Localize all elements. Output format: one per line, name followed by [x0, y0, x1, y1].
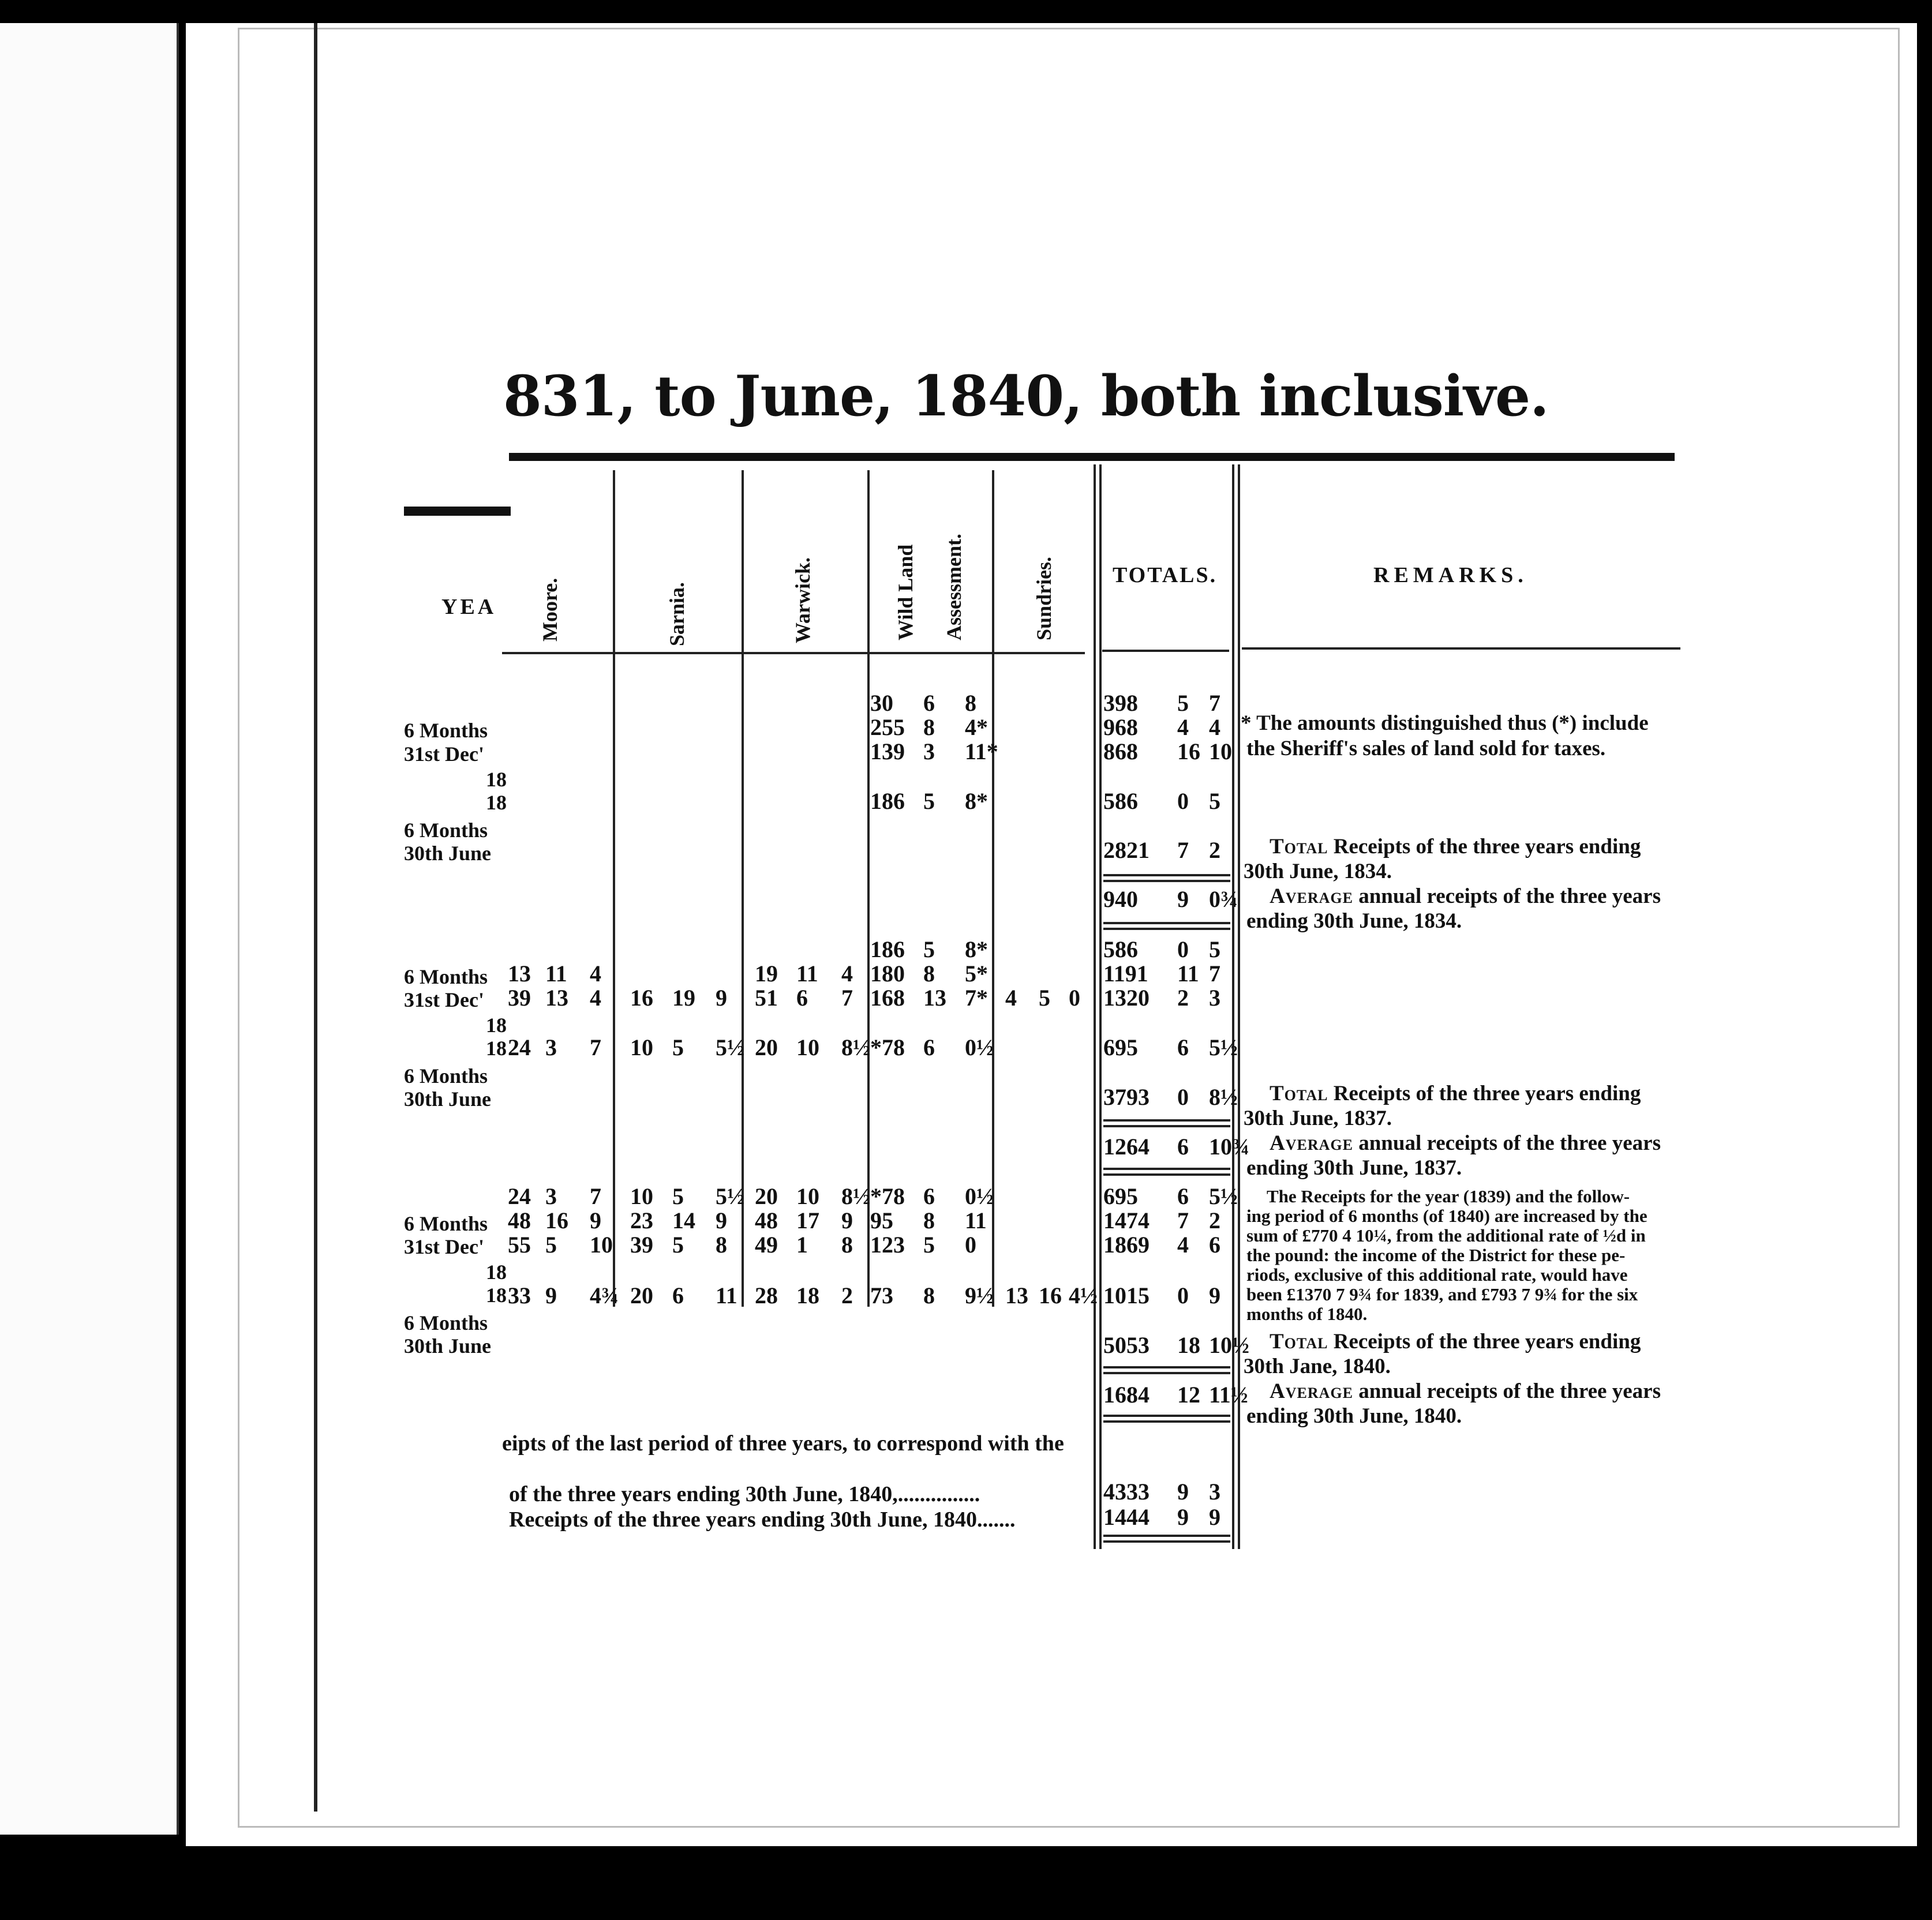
table-cell: 16	[545, 1208, 568, 1233]
page-frame	[238, 28, 1900, 1828]
header-underline	[502, 652, 1085, 654]
year-label: 30th June	[404, 842, 492, 865]
year-label: 30th June	[404, 1334, 492, 1357]
table-cell: 1684	[1103, 1382, 1150, 1408]
table-cell: 8	[841, 1232, 853, 1258]
table-cell: 13	[545, 985, 568, 1011]
footer-line: Receipts of the three years ending 30th June, 1840.......	[509, 1507, 1016, 1532]
table-cell: 6	[672, 1282, 684, 1308]
table-cell: 0¾	[1209, 886, 1238, 912]
table-cell: 6	[1177, 1034, 1189, 1060]
year-label: 6 Months	[404, 1212, 488, 1235]
table-cell: 18	[796, 1282, 819, 1308]
table-cell: 1264	[1103, 1134, 1150, 1160]
table-cell: 13	[508, 961, 531, 987]
table-cell: 10¾	[1209, 1134, 1249, 1160]
table-cell: 940	[1103, 886, 1138, 912]
remark-average-1-date: ending 30th June, 1834.	[1246, 909, 1462, 933]
table-cell: 2	[1209, 1208, 1220, 1233]
table-cell: 24	[508, 1034, 531, 1060]
table-cell: 180	[870, 961, 905, 987]
table-cell: 8*	[965, 936, 988, 962]
table-cell: 16	[1177, 738, 1200, 764]
remark-total-3-date: 30th Jane, 1840.	[1244, 1355, 1391, 1378]
remark-note-line: * The amounts distinguished thus (*) include	[1241, 711, 1649, 735]
remark-average-3-date: ending 30th June, 1840.	[1246, 1404, 1462, 1428]
moore-header: Moore.	[538, 578, 561, 642]
table-cell: 2821	[1103, 837, 1150, 863]
year-label: 18	[486, 1037, 507, 1060]
table-cell: 17	[796, 1208, 819, 1233]
remark-average-2-date: ending 30th June, 1837.	[1246, 1156, 1462, 1180]
document-page	[186, 23, 1917, 1846]
table-cell: *78	[870, 1183, 905, 1209]
table-cell: 0	[965, 1232, 976, 1258]
table-cell: *78	[870, 1034, 905, 1060]
year-label: 6 Months	[404, 1064, 488, 1088]
table-cell: 3	[545, 1183, 557, 1209]
table-cell: 2	[1209, 837, 1220, 863]
table-cell: 9	[716, 985, 727, 1011]
remark-average-1: Average annual receipts of the three years	[1270, 884, 1661, 908]
table-cell: 7	[1177, 837, 1189, 863]
table-cell: 4	[590, 961, 601, 987]
remarks-header: REMARKS.	[1373, 563, 1528, 587]
table-cell: 2	[841, 1282, 853, 1308]
table-cell: 3	[1209, 1479, 1220, 1505]
table-cell: 186	[870, 788, 905, 814]
table-cell: 24	[508, 1183, 531, 1209]
column-divider	[613, 470, 615, 1307]
table-cell: 4½	[1069, 1282, 1098, 1308]
sum-rule	[1103, 1366, 1230, 1374]
sum-rule	[1103, 874, 1230, 882]
table-cell: 6	[796, 985, 808, 1011]
table-cell: 1191	[1103, 961, 1148, 987]
table-cell: 3793	[1103, 1084, 1150, 1110]
remark-total-2-date: 30th June, 1837.	[1244, 1107, 1392, 1130]
table-cell: 8*	[965, 788, 988, 814]
table-cell: 7	[1177, 1208, 1189, 1233]
title-rule	[509, 453, 1675, 461]
table-cell: 20	[755, 1034, 778, 1060]
table-cell: 968	[1103, 714, 1138, 740]
table-cell: 7	[1209, 961, 1220, 987]
table-cell: 8	[923, 1208, 935, 1233]
table-cell: 10	[630, 1183, 653, 1209]
table-cell: 11	[545, 961, 567, 987]
table-cell: 6	[1177, 1134, 1189, 1160]
remark-note-line: the Sheriff's sales of land sold for taxes.	[1246, 737, 1606, 760]
table-cell: 398	[1103, 690, 1138, 716]
table-cell: 2	[1177, 985, 1189, 1011]
table-cell: 8	[965, 690, 976, 716]
table-cell: 4*	[965, 714, 988, 740]
table-cell: 3	[1209, 985, 1220, 1011]
table-cell: 7	[841, 985, 853, 1011]
page-spine	[314, 23, 317, 1812]
table-cell: 7*	[965, 985, 988, 1011]
table-cell: 5*	[965, 961, 988, 987]
sum-rule	[1103, 1119, 1230, 1127]
year-label: 18	[486, 768, 507, 791]
table-cell: 5½	[1209, 1034, 1238, 1060]
table-cell: 5	[923, 936, 935, 962]
table-cell: 9	[1177, 1504, 1189, 1530]
table-cell: 11	[796, 961, 818, 987]
table-cell: 9	[1209, 1504, 1220, 1530]
table-cell: 11½	[1209, 1382, 1248, 1408]
table-cell: 6	[923, 1183, 935, 1209]
sum-rule	[1103, 1415, 1230, 1423]
table-cell: 3	[923, 738, 935, 764]
remark-average-2: Average annual receipts of the three years	[1270, 1131, 1661, 1155]
table-cell: 8	[716, 1232, 727, 1258]
year-label: 18	[486, 1284, 507, 1307]
table-cell: 9	[1209, 1282, 1220, 1308]
table-cell: 9	[841, 1208, 853, 1233]
remark-total-2: Total Receipts of the three years ending	[1270, 1082, 1641, 1105]
year-label: 30th June	[404, 1088, 492, 1111]
table-cell: 28	[755, 1282, 778, 1308]
year-label: 18	[486, 791, 507, 814]
table-cell: 0	[1177, 936, 1189, 962]
table-cell: 3	[545, 1034, 557, 1060]
year-label: 31st Dec'	[404, 742, 484, 766]
footer-line: eipts of the last period of three years, to correspond with the	[502, 1431, 1064, 1456]
table-cell: 18	[1177, 1332, 1200, 1358]
table-cell: 695	[1103, 1034, 1138, 1060]
table-cell: 48	[755, 1208, 778, 1233]
table-cell: 14	[672, 1208, 695, 1233]
table-cell: 5	[923, 788, 935, 814]
table-cell: 19	[755, 961, 778, 987]
table-cell: 73	[870, 1282, 893, 1308]
remark-average-3: Average annual receipts of the three years	[1270, 1379, 1661, 1403]
table-cell: 5	[672, 1183, 684, 1209]
table-cell: 586	[1103, 788, 1138, 814]
remark-note-line: ing period of 6 months (of 1840) are increased by the	[1246, 1206, 1648, 1226]
table-cell: 5½	[1209, 1183, 1238, 1209]
table-cell: 7	[590, 1183, 601, 1209]
year-label: 18	[486, 1014, 507, 1037]
table-cell: 5	[1209, 788, 1220, 814]
left-page	[0, 23, 179, 1835]
table-cell: 9	[545, 1282, 557, 1308]
table-cell: 695	[1103, 1183, 1138, 1209]
table-cell: 1	[796, 1232, 808, 1258]
remark-note-line: the pound: the income of the District for these pe-	[1246, 1245, 1626, 1265]
table-cell: 8	[923, 714, 935, 740]
table-cell: 33	[508, 1282, 531, 1308]
table-cell: 0	[1177, 1282, 1189, 1308]
column-divider	[742, 470, 744, 1307]
table-cell: 1869	[1103, 1232, 1150, 1258]
table-cell: 4	[1177, 714, 1189, 740]
table-cell: 0	[1069, 985, 1080, 1011]
table-cell: 11	[1177, 961, 1199, 987]
table-cell: 9	[590, 1208, 601, 1233]
table-cell: 12	[1177, 1382, 1200, 1408]
table-cell: 4	[1005, 985, 1017, 1011]
table-cell: 0½	[965, 1183, 994, 1209]
table-cell: 7	[1209, 690, 1220, 716]
remark-note-line: been £1370 7 9¾ for 1839, and £793 7 9¾ for the six	[1246, 1284, 1638, 1304]
table-cell: 8½	[1209, 1084, 1238, 1110]
table-cell: 255	[870, 714, 905, 740]
remark-note-line: sum of £770 4 10¼, from the additional rate of ½d in	[1246, 1225, 1646, 1246]
table-cell: 868	[1103, 738, 1138, 764]
table-cell: 139	[870, 738, 905, 764]
year-label: 6 Months	[404, 719, 488, 742]
table-cell: 4	[1209, 714, 1220, 740]
table-cell: 5	[923, 1232, 935, 1258]
remark-total-1-date: 30th June, 1834.	[1244, 860, 1392, 883]
table-cell: 8	[923, 961, 935, 987]
table-cell: 16	[1039, 1282, 1062, 1308]
table-cell: 5	[672, 1034, 684, 1060]
column-divider	[867, 470, 870, 1307]
page-title: 831, to June, 1840, both inclusive.	[503, 363, 1549, 429]
table-cell: 1444	[1103, 1504, 1150, 1530]
year-label: 6 Months	[404, 1311, 488, 1334]
totals-header: TOTALS.	[1113, 563, 1218, 587]
table-cell: 4333	[1103, 1479, 1150, 1505]
table-cell: 1015	[1103, 1282, 1150, 1308]
table-cell: 5½	[716, 1034, 744, 1060]
sum-rule	[1103, 1535, 1230, 1543]
left-rule	[404, 507, 511, 516]
sarnia-header: Sarnia.	[665, 582, 688, 646]
remark-total-1: Total Receipts of the three years ending	[1270, 835, 1641, 858]
remark-note-line: riods, exclusive of this additional rate, would have	[1246, 1265, 1628, 1285]
table-cell: 10	[796, 1034, 819, 1060]
table-cell: 186	[870, 936, 905, 962]
table-cell: 4	[590, 985, 601, 1011]
table-cell: 39	[630, 1232, 653, 1258]
table-cell: 0	[1177, 788, 1189, 814]
table-cell: 5053	[1103, 1332, 1150, 1358]
table-cell: 0	[1177, 1084, 1189, 1110]
table-cell: 11*	[965, 738, 998, 764]
table-cell: 13	[1005, 1282, 1028, 1308]
table-cell: 123	[870, 1232, 905, 1258]
table-cell: 16	[630, 985, 653, 1011]
table-cell: 9½	[965, 1282, 994, 1308]
table-cell: 49	[755, 1232, 778, 1258]
table-cell: 19	[672, 985, 695, 1011]
table-cell: 55	[508, 1232, 531, 1258]
table-cell: 9	[1177, 886, 1189, 912]
table-cell: 8½	[841, 1183, 870, 1209]
table-cell: 4	[841, 961, 853, 987]
table-cell: 9	[1177, 1479, 1189, 1505]
table-cell: 20	[630, 1282, 653, 1308]
year-header: YEA	[441, 595, 497, 619]
table-cell: 4¾	[590, 1282, 619, 1308]
table-cell: 10	[590, 1232, 613, 1258]
table-cell: 1474	[1103, 1208, 1150, 1233]
table-cell: 8½	[841, 1034, 870, 1060]
sum-rule	[1103, 1168, 1230, 1176]
table-cell: 11	[965, 1208, 987, 1233]
table-cell: 13	[923, 985, 946, 1011]
header-underline	[1242, 647, 1680, 650]
table-cell: 30	[870, 690, 893, 716]
table-cell: 6	[923, 1034, 935, 1060]
table-cell: 5	[672, 1232, 684, 1258]
wild-land-header: Wild Land	[894, 544, 917, 640]
table-cell: 1320	[1103, 985, 1150, 1011]
table-cell: 10½	[1209, 1332, 1249, 1358]
table-cell: 5	[1039, 985, 1050, 1011]
table-cell: 5	[1177, 690, 1189, 716]
assessment-header: Assessment.	[942, 534, 965, 640]
remark-note-line: The Receipts for the year (1839) and the follow-	[1267, 1186, 1630, 1206]
warwick-header: Warwick.	[791, 557, 814, 643]
table-cell: 586	[1103, 936, 1138, 962]
sum-rule	[1103, 922, 1230, 930]
year-label: 18	[486, 1261, 507, 1284]
year-label: 6 Months	[404, 965, 488, 988]
table-cell: 6	[1177, 1183, 1189, 1209]
table-cell: 23	[630, 1208, 653, 1233]
table-cell: 6	[1209, 1232, 1220, 1258]
table-cell: 48	[508, 1208, 531, 1233]
year-label: 6 Months	[404, 819, 488, 842]
table-cell: 168	[870, 985, 905, 1011]
header-underline	[1102, 650, 1229, 652]
table-cell: 0½	[965, 1034, 994, 1060]
table-cell: 11	[716, 1282, 737, 1308]
table-cell: 95	[870, 1208, 893, 1233]
column-divider	[992, 470, 994, 1307]
table-cell: 8	[923, 1282, 935, 1308]
footer-line: of the three years ending 30th June, 1840,...............	[509, 1482, 980, 1506]
remark-total-3: Total Receipts of the three years ending	[1270, 1330, 1641, 1353]
table-cell: 10	[630, 1034, 653, 1060]
table-cell: 20	[755, 1183, 778, 1209]
year-label: 31st Dec'	[404, 988, 484, 1011]
table-cell: 4	[1177, 1232, 1189, 1258]
remark-note-line: months of 1840.	[1246, 1304, 1368, 1324]
table-cell: 10	[1209, 738, 1232, 764]
table-cell: 9	[716, 1208, 727, 1233]
totals-left-divider	[1094, 464, 1102, 1549]
year-label: 31st Dec'	[404, 1235, 484, 1258]
table-cell: 10	[796, 1183, 819, 1209]
table-cell: 5½	[716, 1183, 744, 1209]
table-cell: 51	[755, 985, 778, 1011]
table-cell: 39	[508, 985, 531, 1011]
table-cell: 7	[590, 1034, 601, 1060]
table-cell: 6	[923, 690, 935, 716]
table-cell: 5	[545, 1232, 557, 1258]
sundries-header: Sundries.	[1032, 556, 1055, 640]
table-cell: 5	[1209, 936, 1220, 962]
